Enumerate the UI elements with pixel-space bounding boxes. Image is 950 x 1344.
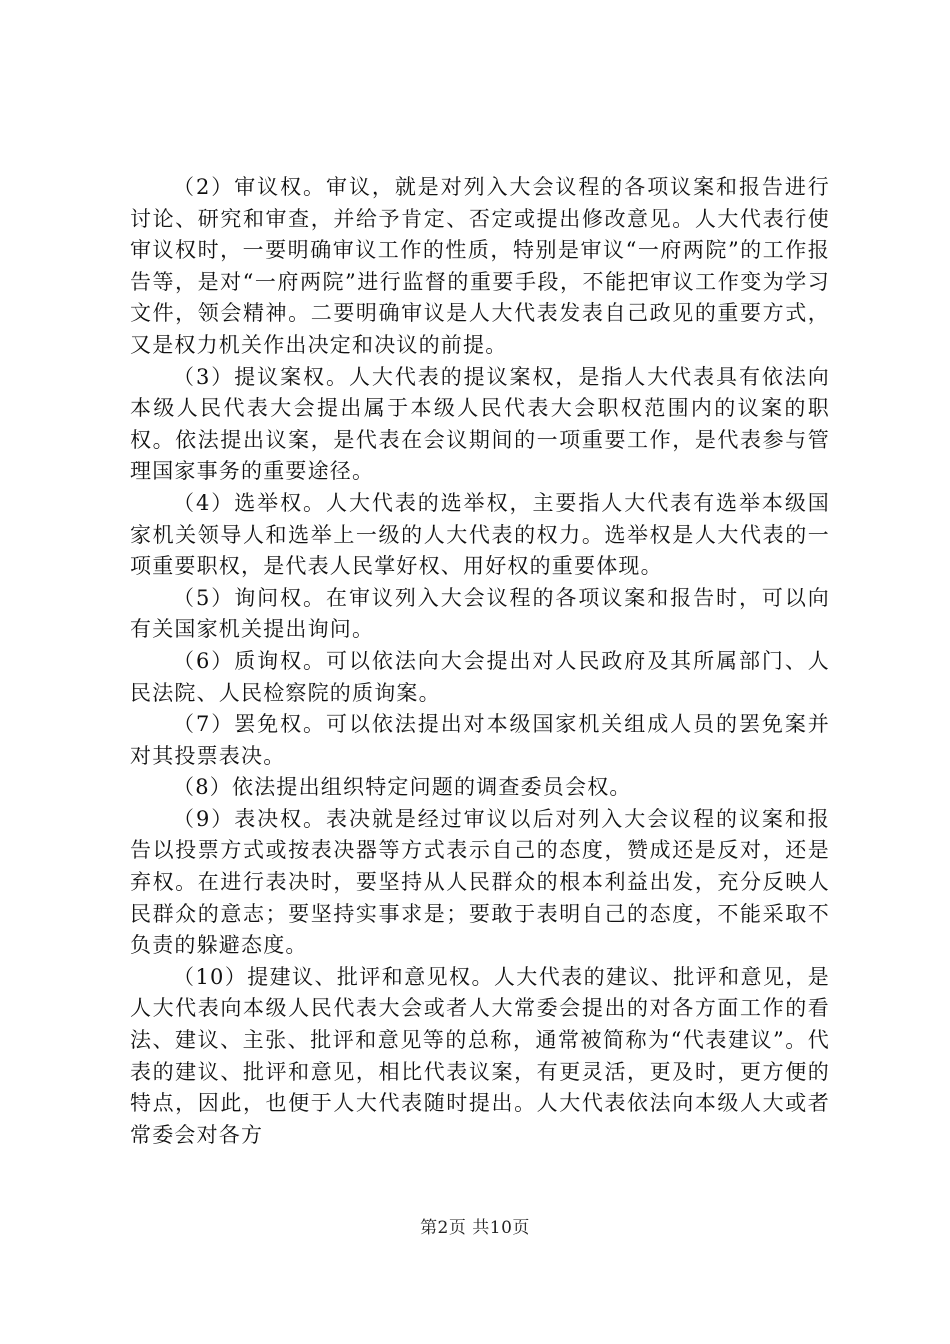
- paragraph-interpellation-right: （6）质询权。可以依法向大会提出对人民政府及其所属部门、人民法院、人民检察院的质询案。: [130, 648, 830, 705]
- paragraph-election-right: （4）选举权。人大代表的选举权，主要指人大代表有选举本级国家机关领导人和选举上一级的人大代表的权力。选举权是人大代表的一项重要职权，是代表人民掌好权、用好权的重要体现。: [130, 490, 830, 579]
- paragraph-review-right: （2）审议权。审议，就是对列入大会议程的各项议案和报告进行讨论、研究和审查，并给予肯定、否定或提出修改意见。人大代表行使审议权时，一要明确审议工作的性质，特别是审议“一府两院”的工作报告等，是对“一府两院”进行监督的重要手段，不能把审议工作变为学习文件，领会精神。二要明确审议是人大代表发表自己政见的重要方式，又是权力机关作出决定和决议的前提。: [130, 175, 830, 357]
- paragraph-investigation-right: （8）依法提出组织特定问题的调查委员会权。: [173, 775, 632, 800]
- page-number-footer: 第2页 共10页: [420, 1218, 530, 1238]
- paragraph-recall-right: （7）罢免权。可以依法提出对本级国家机关组成人员的罢免案并对其投票表决。: [130, 712, 830, 768]
- paragraph-motion-right: （3）提议案权。人大代表的提议案权，是指人大代表具有依法向本级人民代表大会提出属于本级人民代表大会职权范围内的议案的职权。依法提出议案，是代表在会议期间的一项重要工作，是代表参与管理国家事务的重要途径。: [130, 364, 830, 484]
- paragraph-suggestion-right: （10）提建议、批评和意见权。人大代表的建议、批评和意见，是人大代表向本级人民代表大会或者人大常委会提出的对各方面工作的看法、建议、主张、批评和意见等的总称，通常被简称为“代表建议”。代表的建议、批评和意见，相比代表议案，有更灵活，更及时，更方便的特点，因此，也便于人大代表随时提出。人大代表依法向本级人大或者常委会对各方: [130, 964, 830, 1147]
- document-body: [130, 172, 830, 1151]
- paragraph-inquiry-right: （5）询问权。在审议列入大会议程的各项议案和报告时，可以向有关国家机关提出询问。: [130, 585, 830, 642]
- paragraph-voting-right: （9）表决权。表决就是经过审议以后对列入大会议程的议案和报告以投票方式或按表决器等方式表示自己的态度，赞成还是反对，还是弃权。在进行表决时，要坚持从人民群众的根本利益出发，充分反映人民群众的意志；要坚持实事求是；要敢于表明自己的态度，不能采取不负责的躲避态度。: [130, 806, 830, 958]
